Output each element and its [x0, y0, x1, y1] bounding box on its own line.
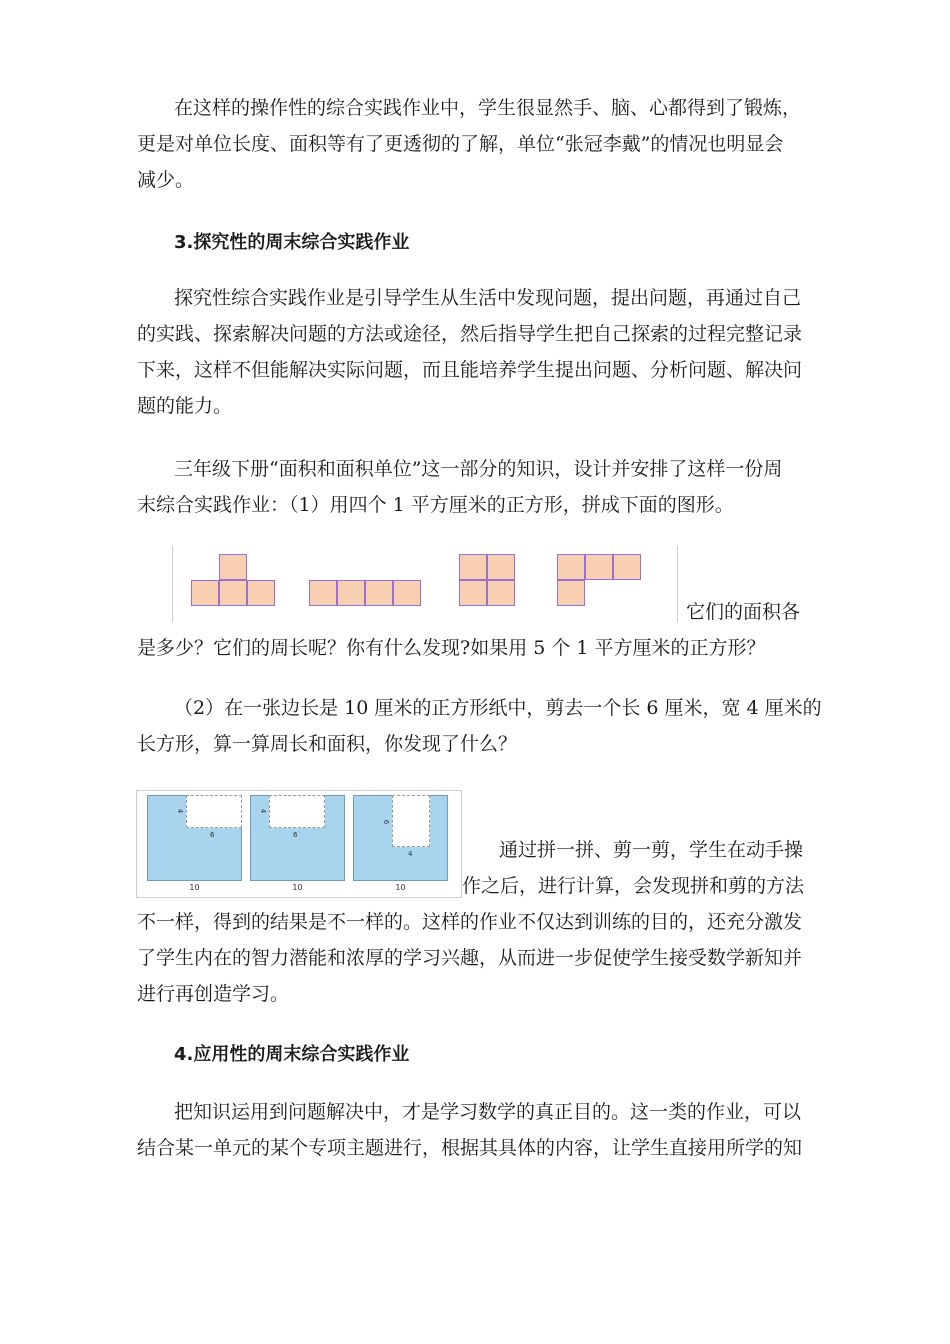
side-label: 4	[176, 808, 185, 814]
tile	[459, 580, 487, 606]
paragraph-2-line-3: 下来，这样不但能解决实际问题，而且能培养学生提出问题、分析问题、解决问	[137, 359, 803, 381]
paragraph-3-end: 是多少？它们的周长呢？你有什么发现?如果用 5 个 1 平方厘米的正方形？	[137, 637, 766, 659]
cut-rectangle	[186, 795, 242, 828]
tile	[191, 580, 219, 606]
paragraph-5-line-4: 了学生内在的智力潜能和浓厚的学习兴趣，从而进一步促使学生接受数学新知并	[137, 947, 803, 969]
cut-label: 6	[293, 831, 298, 839]
paragraph-6-line-1: 把知识运用到问题解决中，才是学习数学的真正目的。这一类的作业，可以	[174, 1101, 802, 1123]
tile	[487, 580, 515, 606]
paragraph-3-line-2: 末综合实践作业：（1）用四个 1 平方厘米的正方形，拼成下面的图形。	[137, 494, 734, 516]
paragraph-5-line-5: 进行再创造学习。	[137, 983, 290, 1005]
cut-label: 4	[408, 850, 413, 858]
tile	[557, 580, 585, 606]
paragraph-1-line-2: 更是对单位长度、面积等有了更透彻的了解，单位“张冠李戴”的情况也明显会	[137, 133, 784, 155]
paragraph-6-line-2: 结合某一单元的某个专项主题进行，根据其具体的内容，让学生直接用所学的知	[137, 1137, 803, 1159]
side-label: 6	[382, 819, 391, 825]
paragraph-5-line-3: 不一样，得到的结果是不一样的。这样的作业不仅达到训练的目的，还充分激发	[137, 911, 803, 933]
paper-panel-2	[250, 795, 345, 881]
tile	[337, 580, 365, 606]
cut-label: 6	[210, 831, 215, 839]
paragraph-3-after-figure: 它们的面积各	[686, 601, 801, 623]
section-heading-4: 4.应用性的周末综合实践作业	[174, 1044, 410, 1065]
base-label: 10	[292, 883, 303, 892]
tile	[219, 554, 247, 580]
paragraph-4-line-1: （2）在一张边长是 10 厘米的正方形纸中，剪去一个长 6 厘米，宽 4 厘米的	[174, 697, 822, 719]
tile	[247, 580, 275, 606]
cut-rectangle	[392, 795, 430, 847]
tile	[365, 580, 393, 606]
paragraph-2-line-4: 题的能力。	[137, 395, 233, 417]
paragraph-2-line-1: 探究性综合实践作业是引导学生从生活中发现问题，提出问题，再通过自己	[174, 287, 802, 309]
tile	[585, 554, 613, 580]
base-label: 10	[395, 883, 406, 892]
tile	[557, 554, 585, 580]
tile	[309, 580, 337, 606]
tile	[487, 554, 515, 580]
paper-panel-3	[353, 795, 448, 881]
tile	[613, 554, 641, 580]
paragraph-2-line-2: 的实践、探索解决问题的方法或途径，然后指导学生把自己探索的过程完整记录	[137, 323, 803, 345]
paper-panel-1	[147, 795, 242, 881]
paragraph-5-line-1: 通过拼一拼、剪一剪，学生在动手操	[499, 839, 804, 861]
cut-paper-figure	[136, 790, 462, 898]
paragraph-5-line-2: 作之后，进行计算，会发现拼和剪的方法	[462, 875, 805, 897]
tile	[219, 580, 247, 606]
side-label: 4	[259, 808, 268, 814]
paragraph-4-line-2: 长方形，算一算周长和面积，你发现了什么？	[137, 733, 518, 755]
tile	[459, 554, 487, 580]
tile-arrangements-figure	[172, 546, 678, 622]
paragraph-1-line-3: 减少。	[137, 169, 195, 191]
cut-rectangle	[269, 795, 325, 828]
base-label: 10	[189, 883, 200, 892]
paragraph-3-line-1: 三年级下册“面积和面积单位”这一部分的知识，设计并安排了这样一份周	[174, 458, 783, 480]
paragraph-1-line-1: 在这样的操作性的综合实践作业中，学生很显然手、脑、心都得到了锻炼，	[174, 97, 802, 119]
section-heading-3: 3.探究性的周末综合实践作业	[174, 232, 410, 253]
tile	[393, 580, 421, 606]
